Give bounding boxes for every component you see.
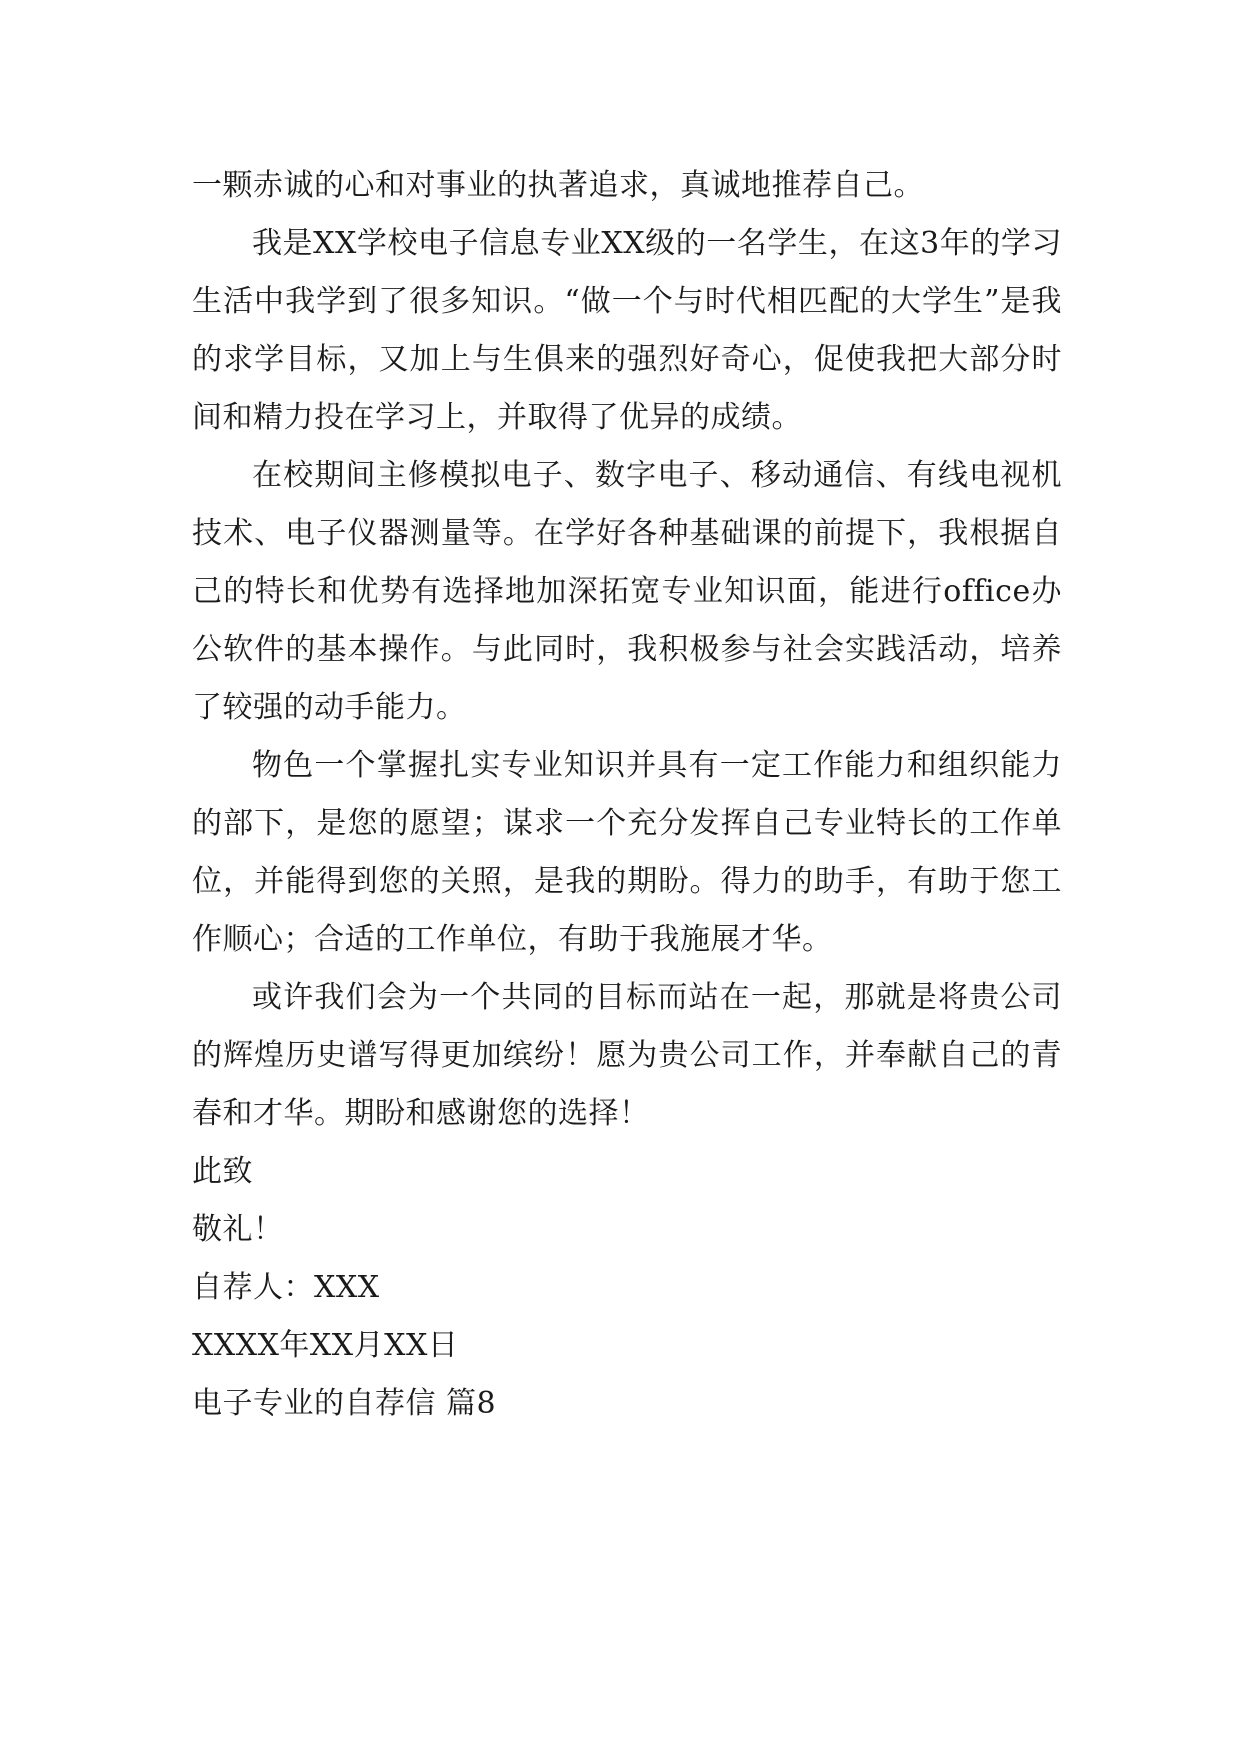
paragraph-intro-continuation: 一颗赤诚的心和对事业的执著追求，真诚地推荐自己。 (192, 168, 924, 203)
date-line: XXXX年XX月XX日 (192, 1328, 459, 1363)
paragraph-courses: 在校期间主修模拟电子、数字电子、移动通信、有线电视机技术、电子仪器测量等。在学好各种基础课的前提下，我根据自己的特长和优势有选择地加深拓宽专业知识面，能进行office办公软件的基本操作。与此同时，我积极参与社会实践活动，培养了较强的动手能力。 (192, 458, 1062, 725)
paragraph-conclusion: 或许我们会为一个共同的目标而站在一起，那就是将贵公司的辉煌历史谱写得更加缤纷！愿为贵公司工作，并奉献自己的青春和才华。期盼和感谢您的选择！ (192, 980, 1062, 1131)
next-section-heading: 电子专业的自荐信 篇8 (192, 1386, 497, 1421)
signature-line: 自荐人：XXX (192, 1270, 380, 1305)
paragraph-background: 我是XX学校电子信息专业XX级的一名学生，在这3年的学习生活中我学到了很多知识。“做一个与时代相匹配的大学生”是我的求学目标，又加上与生俱来的强烈好奇心，促使我把大部分时间和精力投在学习上，并取得了优异的成绩。 (192, 226, 1062, 435)
closing-line: 此致 (192, 1154, 253, 1189)
letter-body (192, 157, 1062, 1433)
salute-line: 敬礼！ (192, 1212, 284, 1247)
paragraph-aspiration: 物色一个掌握扎实专业知识并具有一定工作能力和组织能力的部下，是您的愿望；谋求一个充分发挥自己专业特长的工作单位，并能得到您的关照，是我的期盼。得力的助手，有助于您工作顺心；合适的工作单位，有助于我施展才华。 (192, 748, 1062, 957)
